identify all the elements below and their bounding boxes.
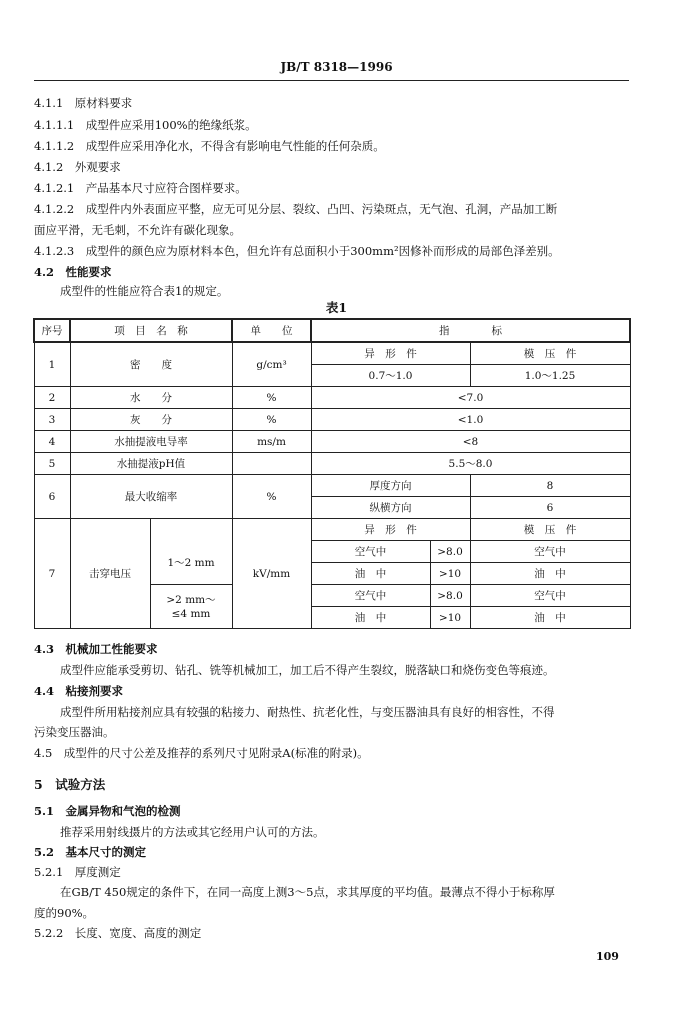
cell-medium: 空气中: [311, 541, 430, 563]
cell-item: 水抽提液pH值: [70, 453, 232, 475]
cell-value: >8.0: [430, 541, 470, 563]
table-row: [34, 387, 630, 409]
cell-no: 1: [34, 342, 70, 387]
cell-unit: kV/mm: [232, 519, 311, 629]
clause-4-1-2-2-cont: 面应平滑，无毛刺，不允许有碳化现象。: [34, 223, 241, 237]
clause-4-1-1-1: 4.1.1.1 成型件应采用100%的绝缘纸浆。: [34, 118, 257, 132]
cell-unit: %: [232, 475, 311, 519]
cell-no: 2: [34, 387, 70, 409]
cell-medium: 油 中: [311, 563, 430, 585]
header-index: 指 标: [311, 319, 630, 342]
clause-5-2-1: 5.2.1 厚度测定: [34, 865, 121, 879]
cell-value: 6: [470, 497, 630, 519]
cell-blank: [150, 519, 232, 541]
cell-val-a: 0.7～1.0: [311, 365, 470, 387]
clause-4-1-1-2: 4.1.1.2 成型件应采用净化水，不得含有影响电气性能的任何杂质。: [34, 139, 385, 153]
table-row: [34, 431, 630, 453]
cell-value: >10: [430, 607, 470, 629]
cell-medium: 空气中: [311, 585, 430, 607]
cell-item: 水 分: [70, 387, 232, 409]
cell-unit: g/cm³: [232, 342, 311, 387]
section-5-heading: 5 试验方法: [34, 777, 106, 792]
clause-4-3-text: 成型件应能承受剪切、钻孔、铣等机械加工，加工后不得产生裂纹，脱落缺口和烧伤变色等痕迹。: [60, 663, 555, 677]
header-item: 项 目 名 称: [70, 319, 232, 342]
cell-value: <1.0: [311, 409, 630, 431]
table-row: [34, 409, 630, 431]
header-unit: 单 位: [232, 319, 311, 342]
clause-4-5: 4.5 成型件的尺寸公差及推荐的系列尺寸见附录A(标准的附录)。: [34, 746, 369, 760]
cell-item: 密 度: [70, 342, 232, 387]
cell-unit: %: [232, 409, 311, 431]
cell-unit: [232, 453, 311, 475]
cell-value: >8.0: [430, 585, 470, 607]
cell-value: >10: [430, 563, 470, 585]
cell-item: 灰 分: [70, 409, 232, 431]
clause-4-1-2-1: 4.1.2.1 产品基本尺寸应符合图样要求。: [34, 181, 247, 195]
cell-no: 4: [34, 431, 70, 453]
clause-4-1-2-3: 4.1.2.3 成型件的颜色应为原材料本色，但允许有总面积小于300mm²因修补而形成的局部色泽差别。: [34, 244, 560, 258]
running-header: JB/T 8318—1996: [280, 60, 393, 74]
range-lower: ≤4 mm: [171, 607, 211, 620]
cell-medium: 油 中: [470, 563, 630, 585]
cell-item: 水抽提液电导率: [70, 431, 232, 453]
cell-range: 1～2 mm: [150, 541, 232, 585]
clause-5-2-1-cont: 度的90%。: [34, 906, 95, 920]
table-row: [34, 475, 630, 497]
header-no: 序号: [34, 319, 70, 342]
performance-table: [33, 318, 631, 629]
range-upper: >2 mm～: [166, 593, 216, 606]
cell-item: 最大收缩率: [70, 475, 232, 519]
clause-4-4-cont: 污染变压器油。: [34, 725, 115, 739]
cell-item: 击穿电压: [70, 519, 150, 629]
clause-5-2: 5.2 基本尺寸的测定: [34, 845, 147, 859]
page-number: 109: [596, 950, 619, 963]
cell-sub-a: 异 形 件: [311, 342, 470, 365]
clause-4-3: 4.3 机械加工性能要求: [34, 642, 158, 656]
clause-4-1-2-2: 4.1.2.2 成型件内外表面应平整，应无可见分层、裂纹、凸凹、污染斑点，无气泡、孔洞，产品加工断: [34, 202, 558, 216]
cell-medium: 油 中: [470, 607, 630, 629]
clause-4-4: 4.4 粘接剂要求: [34, 684, 124, 698]
cell-medium: 空气中: [470, 585, 630, 607]
cell-value: <7.0: [311, 387, 630, 409]
clause-5-2-2: 5.2.2 长度、宽度、高度的测定: [34, 926, 202, 940]
cell-medium: 油 中: [311, 607, 430, 629]
cell-sub-b: 模 压 件: [470, 519, 630, 541]
table-row: [34, 453, 630, 475]
clause-5-2-1-text: 在GB/T 450规定的条件下，在同一高度上测3～5点，求其厚度的平均值。最薄点不得小于标称厚: [60, 885, 555, 899]
cell-sub-b: 模 压 件: [470, 342, 630, 365]
table-title: 表1: [325, 300, 348, 315]
cell-sub-a: 异 形 件: [311, 519, 470, 541]
clause-5-1-text: 推荐采用射线摄片的方法或其它经用户认可的方法。: [60, 825, 325, 839]
cell-value: 5.5～8.0: [311, 453, 630, 475]
cell-val-b: 1.0～1.25: [470, 365, 630, 387]
table-header-row: [34, 319, 630, 342]
cell-value: <8: [311, 431, 630, 453]
cell-unit: ms/m: [232, 431, 311, 453]
clause-4-2: 4.2 性能要求: [34, 265, 112, 279]
cell-no: 6: [34, 475, 70, 519]
cell-no: 3: [34, 409, 70, 431]
cell-direction: 纵横方向: [311, 497, 470, 519]
table-row: [34, 342, 630, 365]
cell-value: 8: [470, 475, 630, 497]
clause-4-4-text: 成型件所用粘接剂应具有较强的粘接力、耐热性、抗老化性，与变压器油具有良好的相容性，不得: [60, 705, 555, 719]
clause-4-2-text: 成型件的性能应符合表1的规定。: [60, 284, 229, 298]
cell-no: 7: [34, 519, 70, 629]
table-row: [34, 519, 630, 541]
cell-unit: %: [232, 387, 311, 409]
clause-5-1: 5.1 金属异物和气泡的检测: [34, 804, 181, 818]
clause-4-1-2: 4.1.2 外观要求: [34, 160, 121, 174]
clause-4-1-1: 4.1.1 原材料要求: [34, 96, 133, 110]
cell-direction: 厚度方向: [311, 475, 470, 497]
cell-no: 5: [34, 453, 70, 475]
header-rule: [34, 80, 629, 81]
cell-medium: 空气中: [470, 541, 630, 563]
cell-range: [150, 585, 232, 629]
